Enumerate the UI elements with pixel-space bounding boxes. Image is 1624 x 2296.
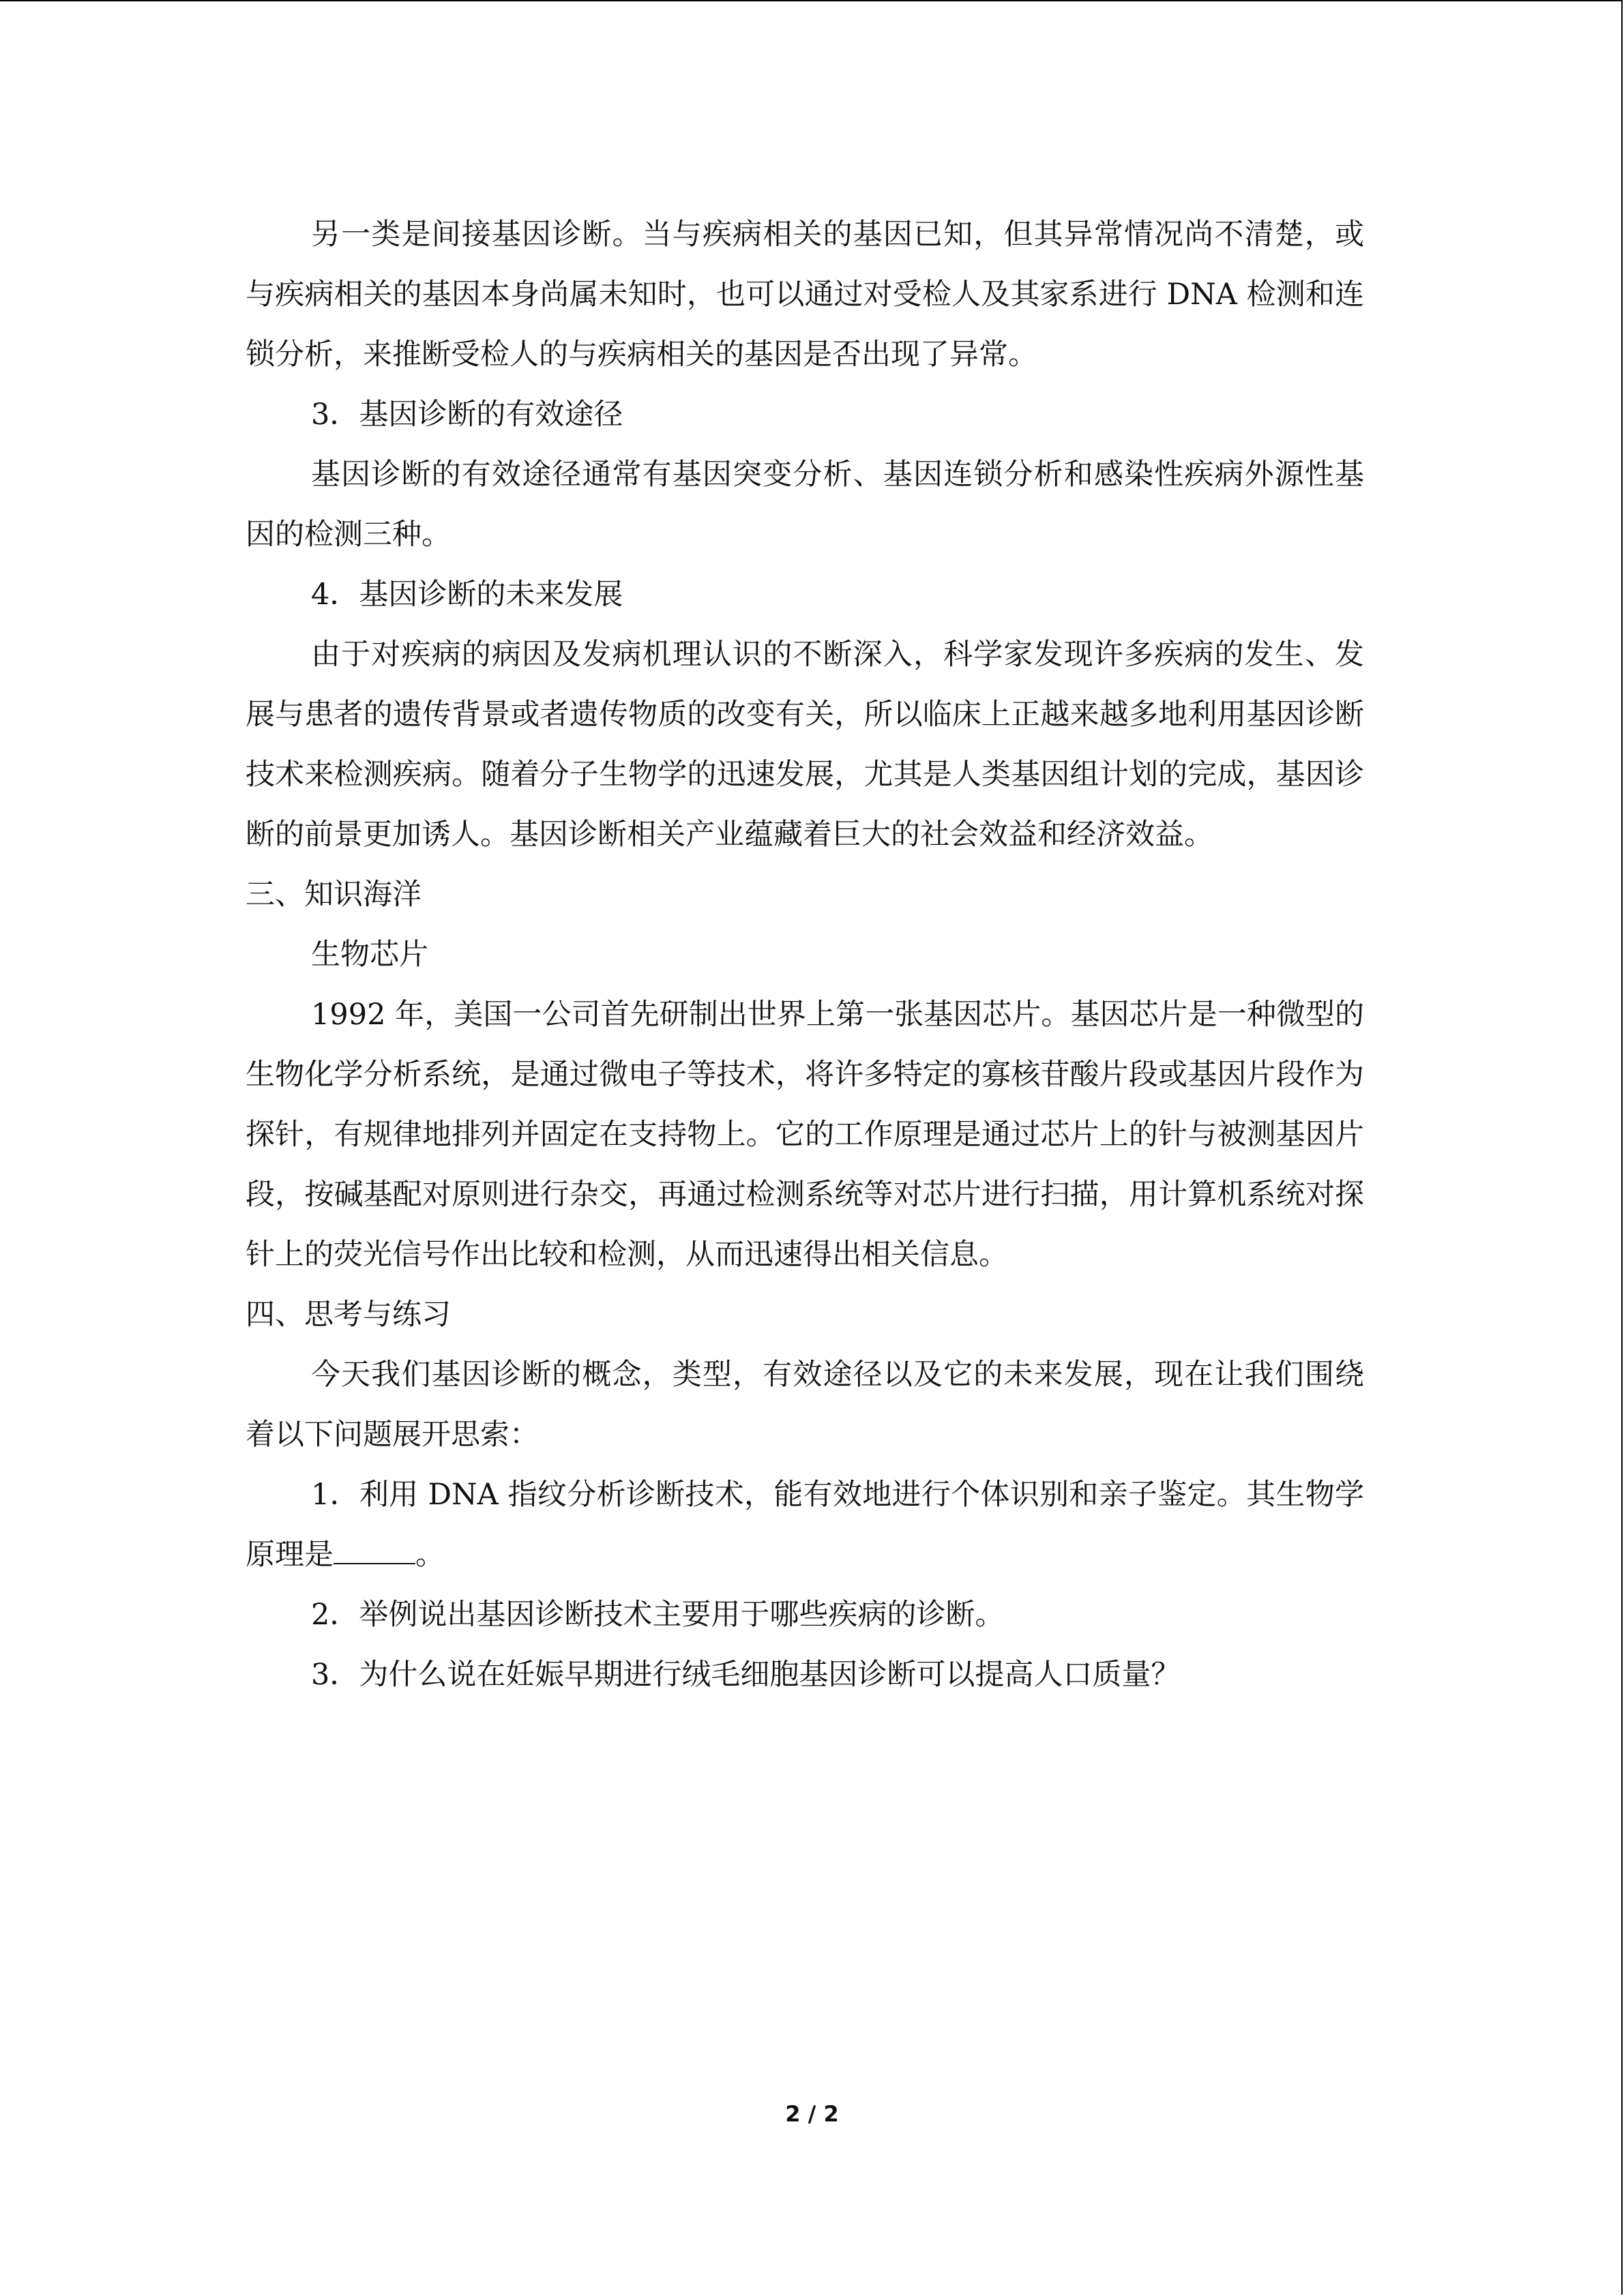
question-2: 2．举例说出基因诊断技术主要用于哪些疾病的诊断。 [311,1598,1005,1632]
subheading-biochip: 生物芯片 [311,938,428,972]
paragraph-future-development: 由于对疾病的病因及发病机理认识的不断深入，科学家发现许多疾病的发生、发展与患者的遗传背景或者遗传物质的改变有关，所以临床上正越来越多地利用基因诊断技术来检测疾病。随着分子生物学的迅速发展，尤其是人类基因组计划的完成，基因诊断的前景更加诱人。基因诊断相关产业蕴藏着巨大的社会效益和经济效益。 [246,638,1364,852]
paragraph-practice-intro: 今天我们基因诊断的概念，类型，有效途径以及它的未来发展，现在让我们围绕着以下问题展开思索： [246,1358,1364,1452]
paragraph-effective-approaches: 基因诊断的有效途径通常有基因突变分析、基因连锁分析和感染性疾病外源性基因的检测三种。 [246,458,1364,552]
section-thinking-practice: 四、思考与练习 [246,1298,451,1332]
heading-effective-approaches: 3．基因诊断的有效途径 [311,398,623,432]
paragraph-biochip: 1992 年，美国一公司首先研制出世界上第一张基因芯片。基因芯片是一种微型的生物化学分析系统，是通过微电子等技术，将许多特定的寡核苷酸片段或基因片段作为探针，有规律地排列并固定在支持物上。它的工作原理是通过芯片上的针与被测基因片段，按碱基配对原则进行杂交，再通过检测系统等对芯片进行扫描，用计算机系统对探针上的荧光信号作出比较和检测，从而迅速得出相关信息。 [246,998,1364,1272]
question-1-end: 。 [415,1538,445,1572]
heading-future-development: 4．基因诊断的未来发展 [311,578,623,612]
question-1 [246,1465,1364,1585]
section-knowledge-ocean: 三、知识海洋 [246,878,422,912]
question-1-text: 1．利用 DNA 指纹分析诊断技术，能有效地进行个体识别和亲子鉴定。其生物学原理是 [246,1478,1364,1572]
question-3: 3．为什么说在妊娠早期进行绒毛细胞基因诊断可以提高人口质量？ [311,1658,1181,1692]
page-number: 2 / 2 [785,2101,839,2127]
paragraph-indirect-diagnosis: 另一类是间接基因诊断。当与疾病相关的基因已知，但其异常情况尚不清楚，或与疾病相关的基因本身尚属未知时，也可以通过对受检人及其家系进行 DNA 检测和连锁分析，来推断受检人的与疾病相关的基因是否出现了异常。 [246,218,1364,372]
document-body [246,205,1364,1705]
answer-blank [334,1536,415,1564]
